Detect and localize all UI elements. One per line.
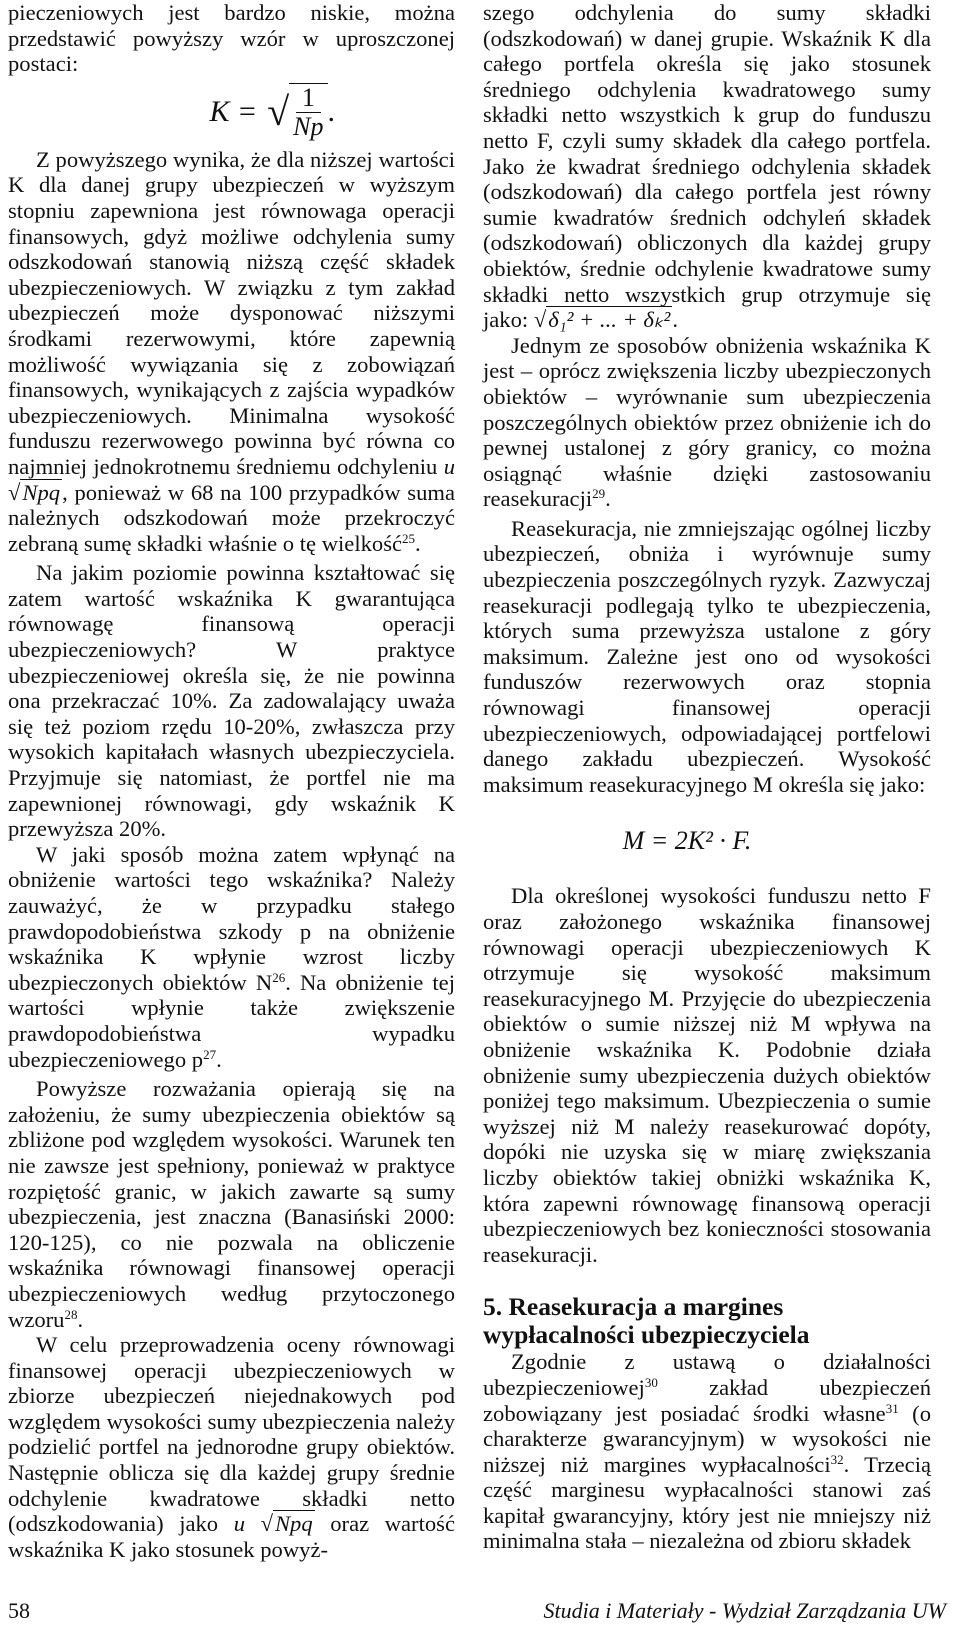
journal-name: Studia i Materiały - Wydział Zarządzania UW — [543, 1598, 946, 1623]
paragraph-text: szego odchylenia do sumy składki (odszkodowań) w danej grupie. Wskaźnik K dla całego portfela określa się jako stosunek średniego odchylenia kwadratowego sumy składki netto wszystkich k grup do funduszu netto F, czyli sumy składek dla całego portfela. Jako że kwadrat średniego odchylenia składek (odszkodowań) dla całego portfela jest równy sumie kwadratów średnich odchyleń składek (odszkodowań) obliczonych dla każdej grupy obiektów, średnie odchylenie kwadratowe sumy składki netto wszystkich grup otrzymuje się jako: — [483, 0, 931, 333]
math-sqrt: Npq — [274, 1511, 313, 1537]
paragraph-text: . — [672, 307, 678, 333]
paragraph: szego odchylenia do sumy składki (odszkodowań) w danej grupie. Wskaźnik K dla całego portfela określa się jako stosunek średniego odchylenia kwadratowego sumy składki netto wszystkich k grup do funduszu netto F, czyli sumy składek dla całego portfela. Jako że kwadrat średniego odchylenia składek (odszkodowań) dla całego portfela jest równy sumie kwadratów średnich odchyleń składek (odszkodowań) obliczonych dla każdej grupy obiektów, średnie odchylenie kwadratowe sumy składki netto wszystkich grup otrzymuje się jako: √δ₁² + ... + δₖ². — [483, 0, 931, 333]
fraction-numerator: 1 — [296, 84, 321, 113]
paragraph: Z powyższego wynika, że dla niższej wartości K dla danej grupy ubezpieczeń w wyższym stopniu zapewniona jest równowaga operacji finansowych, gdyż możliwe odchylenia sumy odszkodowań stanowią niższą część składek ubezpieczeniowych. W związku z tym zakład ubezpieczeń może dysponować niższymi środkami rezerwowymi, które zapewnią możliwość wywiązania się z zobowiązań finansowych, wynikających z zajścia wypadków ubezpieczeniowych. Minimalna wysokość funduszu rezerwowego powinna być równa co najmniej jednokrotnemu średniemu odchyleniu u √Npq, ponieważ w 68 na 100 przypadków suma należnych odszkodowań może przekroczyć zebraną sumę składki właśnie o tę wielkość$^{25}$. — [8, 146, 455, 556]
footnote-ref: 32 — [830, 1451, 844, 1467]
math-sqrt: Npq — [22, 479, 61, 505]
paragraph-text: W jaki sposób można zatem wpłynąć na obniżenie wartości tego wskaźnika? Należy zauważyć, że w przypadku stałego prawdopodobieństwa szkody p na obniżenie wskaźnika K wpłynie wzrost liczby ubezpieczonych obiektów N — [8, 841, 455, 995]
paragraph-text: (o charakterze gwarancyjnym) w wysokości nie niższej niż margines wypłacalności — [483, 1400, 931, 1477]
paragraph-text: . — [77, 1306, 84, 1332]
paragraph-text: . — [415, 530, 421, 556]
footnote-ref: 26 — [272, 969, 286, 985]
left-column — [8, 0, 455, 1562]
paragraph — [8, 842, 455, 1072]
math-u: u — [233, 1511, 245, 1537]
footnote-ref: 27 — [203, 1046, 217, 1062]
footnote-ref: 31 — [885, 1400, 899, 1416]
equation-k: K = √ $\frac{1}{Np}$ . — [209, 82, 335, 141]
paragraph: W celu przeprowadzenia oceny równowagi finansowej operacji ubezpieczeniowych w zbiorze ubezpieczeń niejednakowych pod względem wysokości sumy ubezpieczenia należy podzielić portfel na jednorodne grupy obiektów. Następnie oblicza się dla każdej grupy średnie odchylenie kwadratowe składki netto (odszkodowania) jako u √Npq oraz wartość wskaźnika K jako stosunek powyż- — [8, 1332, 455, 1562]
paragraph-text: Jednym ze sposobów obniżenia wskaźnika K jest – oprócz zwiększenia liczby ubezpieczonych obiektów – wyrównanie sum ubezpieczenia poszczególnych obiektów przez obniżenie ich do pewnej ustalonej z góry granicy, co można osiągnąć właśnie dzięki zastosowaniu reasekuracji — [483, 332, 931, 512]
footnote-ref: 25 — [402, 530, 416, 546]
paragraph-text: W celu przeprowadzenia oceny równowagi finansowej operacji ubezpieczeniowych w zbiorze ubezpieczeń niejednakowych pod względem wysokości sumy ubezpieczenia należy podzielić portfel na jednorodne grupy obiektów. Następnie oblicza się dla każdej grupy średnie odchylenie kwadratowe składki netto (odszkodowania) jako — [8, 1332, 455, 1537]
paragraph-text: zakład ubezpieczeń zobowiązany jest posiadać środki własne — [483, 1374, 931, 1426]
paragraph-text: . Na obniżenie tej wartości wpłynie także zwiększenie prawdopodobieństwa wypadku ubezpieczeniowego p — [8, 969, 455, 1072]
footnote-ref: 28 — [64, 1306, 78, 1322]
paragraph-text: , ponieważ w 68 na 100 przypadków suma należnych odszkodowań może przekroczyć zebraną sumę składki właśnie o tę wielkość — [8, 479, 455, 556]
paragraph-text: Powyższe rozważania opierają się na założeniu, że sumy ubezpieczenia obiektów są zbliżone pod względem wysokości. Warunek ten nie zawsze jest spełniony, ponieważ w praktyce rozpiętość granic, w jakich zawarte są sumy ubezpieczenia, jest znaczna (Banasiński 2000: 120-125), co nie pozwala na obliczenie wskaźnika równowagi finansowej operacji ubezpieczeniowych według przytoczonego wzoru — [8, 1076, 455, 1332]
paragraph-text: . Trzecią część marginesu wypłacalności stanowi zaś kapitał gwarancyjny, który jest nie mniejszy niż minimalna stała – niezależna od zbioru składek — [483, 1451, 931, 1554]
paragraph: Reasekuracja, nie zmniejszając ogólnej liczby ubezpieczeń, obniża i wyrównuje sumy ubezpieczenia poszczególnych ryzyk. Zazwyczaj reasekuracji podlegają tylko te ubezpieczenia, których suma przewyższa ustalone z góry maksimum. Zależne jest ono od wysokości funduszów rezerwowych oraz stopnia równowagi finansowej operacji ubezpieczeniowych, odpowiadającej portfelowi danego zakładu ubezpieczeń. Wysokość maksimum reasekuracyjnego M określa się jako: — [483, 515, 931, 797]
paragraph: Dla określonej wysokości funduszu netto F oraz założonego wskaźnika finansowej równowagi operacji ubezpieczeniowych K otrzymuje się wysokość maksimum reasekuracyjnego M. Przyjęcie do ubezpieczenia obiektów o sumie niższej niż M wpływa na obniżenie wskaźnika K. Podobnie działa obniżenie sumy ubezpieczenia dużych obiektów poniżej tego maksimum. Ubezpieczenia o sumie wyższej niż M należy reasekurować dopóty, dopóki nie uzyska się w miarę zwiększania liczby obiektów takiej obniżki wskaźnika K, która zapewni równowagę finansową operacji ubezpieczeniowych bez konieczności stosowania reasekuracji. — [483, 883, 931, 1267]
footnote-ref: 29 — [592, 486, 606, 502]
fraction-denominator: Np — [293, 111, 324, 141]
equation-lhs: K = — [209, 94, 258, 128]
paragraph-text: Z powyższego wynika, że dla niższej wartości K dla danej grupy ubezpieczeń w wyższym stopniu zapewniona jest równowaga operacji finansowych, gdyż możliwe odchylenia sumy odszkodowań stanowią niższą część składek ubezpieczeniowych. W związku z tym zakład ubezpieczeń może dysponować niższymi środkami rezerwowymi, które zapewnią możliwość wywiązania się z zobowiązań finansowych, wynikających z zajścia wypadków ubezpieczeniowych. Minimalna wysokość funduszu rezerwowego powinna być równa co najmniej jednokrotnemu średniemu odchyleniu — [8, 146, 455, 479]
paragraph-text: Zgodnie z ustawą o działalności ubezpieczeniowej — [483, 1349, 931, 1400]
equation-end: . — [327, 94, 335, 128]
paragraph-text: . — [605, 486, 611, 512]
page-number: 58 — [8, 1598, 30, 1623]
equation-fraction — [289, 83, 327, 141]
section-heading: 5. Reasekuracja a margines wypłacalności ubezpieczyciela — [483, 1292, 810, 1350]
right-column — [483, 0, 931, 1554]
paragraph — [483, 333, 931, 512]
footnote-ref: 30 — [644, 1374, 658, 1390]
math-u: u — [443, 453, 455, 479]
equation-m: M = 2K² · F. — [622, 825, 752, 855]
paragraph: pieczeniowych jest bardzo niskie, można przedstawić powyższy wzór w uproszczonej postaci: — [8, 0, 455, 77]
paragraph-text: oraz wartość wskaźnika K jako stosunek powyż- — [8, 1511, 455, 1562]
paragraph: Na jakim poziomie powinna kształtować się zatem wartość wskaźnika K gwarantująca równowagę finansową operacji ubezpieczeniowych? W praktyce ubezpieczeniowej określa się, że nie powinna ona przekraczać 10%. Za zadowalający uważa się też poziom rzędu 10-20%, zwłaszcza przy wysokich kapitałach własnych ubezpieczyciela. Przyjmuje się natomiast, że portfel nie ma zapewnionej równowagi, gdy wskaźnik K przewyższa 20%. — [8, 560, 455, 842]
paragraph — [8, 1076, 455, 1332]
paragraph-text: . — [216, 1046, 222, 1072]
math-sqrt-sum: δ₁² + ... + δₖ² — [548, 307, 671, 333]
paragraph — [483, 1349, 931, 1554]
